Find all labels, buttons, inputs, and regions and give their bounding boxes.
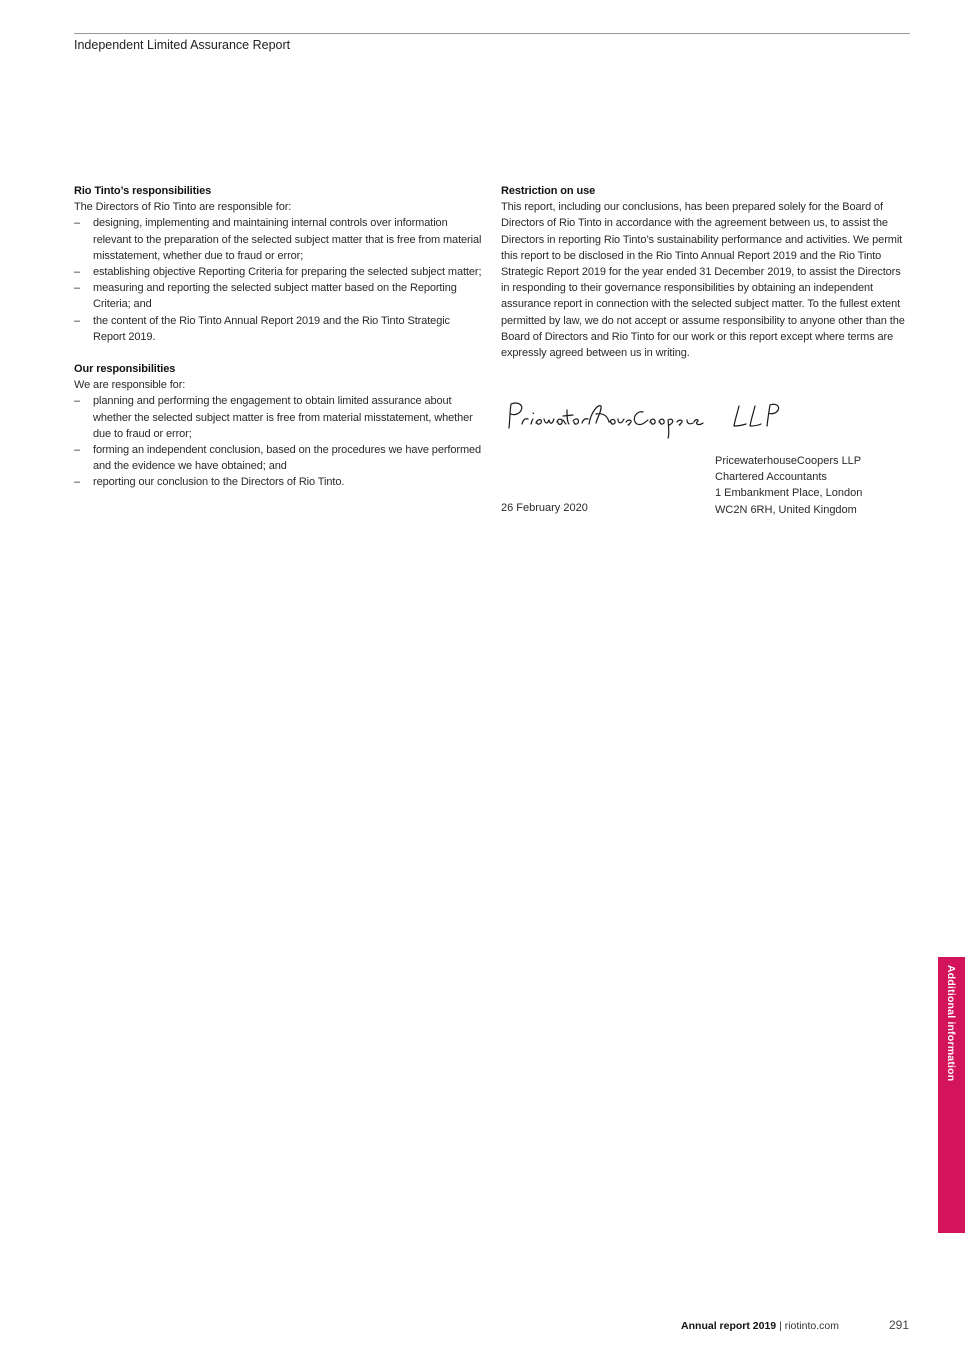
address-line: Chartered Accountants bbox=[715, 471, 827, 484]
section-heading: Restriction on use bbox=[501, 185, 596, 197]
handwritten-signature bbox=[503, 398, 783, 440]
section-side-tab bbox=[938, 957, 965, 1233]
restriction-body: This report, including our conclusions, has been prepared solely for the Board of Directors of Rio Tinto in accordance with the agreement between us, to assist the Directors in reporting Rio Tinto’s sustainability performance and activities. We permit this report to be disclosed in the Rio Tinto Annual Report 2019 and the Rio Tinto Strategic Report 2019 for the year ended 31 December 2019, to assist the Directors in responding to their governance responsibilities by obtaining an independent assurance report in connection with the selected subject matter. To the fullest extent permitted by law, we do not accept or assume responsibility to anyone other than the Board of Directors and Rio Tinto for our work or this report except where terms are expressly agreed between us in writing. bbox=[501, 201, 905, 360]
header-rule bbox=[74, 33, 910, 34]
footer-report-title: Annual report 2019 bbox=[681, 1320, 777, 1332]
side-tab-label: Additional information bbox=[945, 965, 957, 1082]
list-item: – planning and performing the engagement to obtain limited assurance about whether the selected subject matter is free from material misstatement, whether due to fraud or error; bbox=[74, 393, 484, 442]
responsibility-list bbox=[74, 215, 484, 345]
footer-report bbox=[681, 1320, 839, 1332]
left-column bbox=[74, 183, 484, 507]
list-item: – measuring and reporting the selected subject matter based on the Reporting Criteria; and bbox=[74, 280, 484, 312]
footer-separator: | bbox=[776, 1320, 785, 1332]
signatory-address bbox=[715, 453, 862, 518]
address-line: 1 Embankment Place, London bbox=[715, 487, 863, 500]
list-item: – designing, implementing and maintaining internal controls over information relevant to the preparation of the selected subject matter that is free from material misstatement, whether due to fraud or error; bbox=[74, 215, 484, 264]
list-item: – the content of the Rio Tinto Annual Report 2019 and the Rio Tinto Strategic Report 2019. bbox=[74, 313, 484, 345]
signature-date: 26 February 2020 bbox=[501, 502, 588, 514]
address-line: WC2N 6RH, United Kingdom bbox=[715, 503, 857, 516]
section-intro: We are responsible for: bbox=[74, 379, 186, 392]
our-responsibilities-section bbox=[74, 361, 484, 491]
right-column bbox=[501, 183, 909, 377]
responsibility-list bbox=[74, 393, 484, 490]
page-number: 291 bbox=[888, 1318, 909, 1332]
list-item: – reporting our conclusion to the Directors of Rio Tinto. bbox=[74, 474, 484, 490]
section-heading: Our responsibilities bbox=[74, 363, 176, 376]
section-intro: The Directors of Rio Tinto are responsible for: bbox=[74, 201, 292, 214]
section-heading: Rio Tinto’s responsibilities bbox=[74, 185, 212, 197]
footer-site-link[interactable]: riotinto.com bbox=[784, 1320, 839, 1332]
page-header-title: Independent Limited Assurance Report bbox=[74, 38, 291, 52]
restriction-on-use-section bbox=[501, 183, 909, 361]
address-line: PricewaterhouseCoopers LLP bbox=[715, 455, 862, 467]
list-item: – forming an independent conclusion, based on the procedures we have performed and the evidence we have obtained; and bbox=[74, 442, 484, 474]
rio-tinto-responsibilities-section bbox=[74, 183, 484, 345]
list-item: – establishing objective Reporting Criteria for preparing the selected subject matter; bbox=[74, 264, 484, 280]
